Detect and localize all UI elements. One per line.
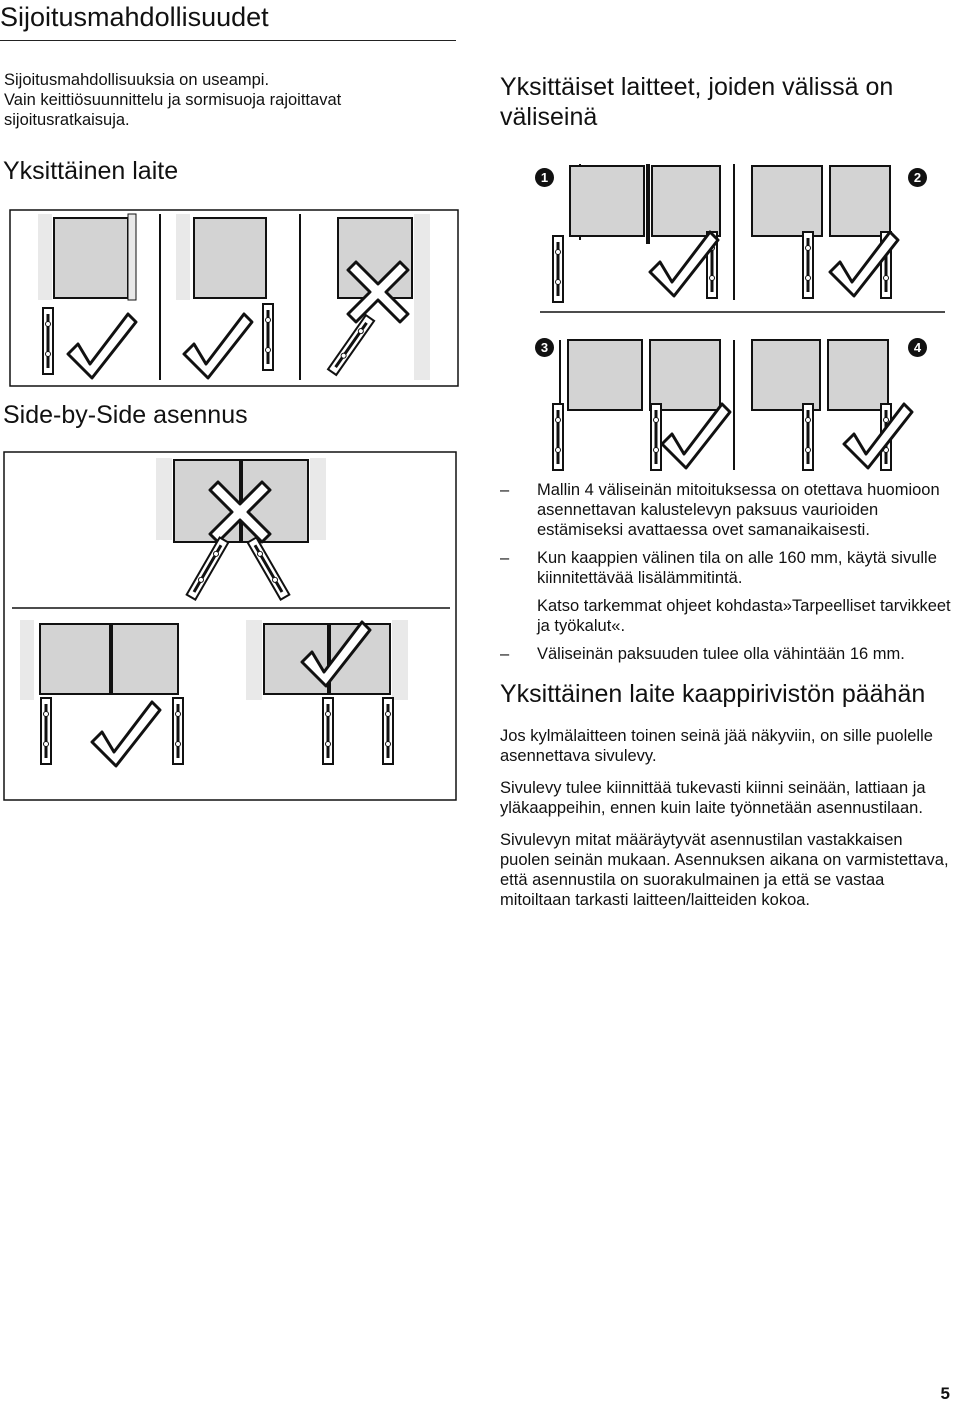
heading-appliances-with-partition: Yksittäiset laitteet, joiden välissä on väliseinä: [500, 73, 894, 131]
list-item: [500, 596, 955, 636]
intro-line-2: Vain keittiösuunnittelu ja sormisuoja rajoittavat sijoitusratkaisuja.: [4, 91, 342, 129]
list-item: [500, 548, 955, 588]
badge-2: 2: [908, 168, 927, 187]
list-item: [500, 480, 955, 540]
dash-marker: –: [500, 645, 510, 663]
partition-figure-top: [540, 164, 945, 312]
heading-single-appliance: Yksittäinen laite: [3, 157, 179, 185]
list-item: [500, 644, 955, 664]
list-item-text: Väliseinän paksuuden tulee olla vähintään 16 mm.: [537, 645, 905, 663]
end-of-row-text: [500, 726, 955, 922]
list-item-text: Mallin 4 väliseinän mitoituksessa on otettava huomioon asennettavan kalustelevyn paksuus vaurioiden estämiseksi avattaessa ovet samanaikaisesti.: [537, 481, 940, 539]
dash-marker: –: [500, 549, 510, 567]
requirements-list: [500, 480, 955, 672]
page-number: 5: [940, 1384, 950, 1403]
partition-figure-bottom: [553, 340, 912, 470]
paragraph: Jos kylmälaitteen toinen seinä jää näkyviin, on sille puolelle asennettava sivulevy.: [500, 727, 933, 765]
dash-marker: –: [500, 481, 510, 499]
single-appliance-figure: [10, 210, 458, 386]
heading-end-of-row: Yksittäinen laite kaappirivistön päähän: [500, 680, 926, 708]
heading-side-by-side: Side-by-Side asennus: [3, 401, 248, 429]
list-item-text: Kun kaappien välinen tila on alle 160 mm, käytä sivulle kiinnitettävää lisälämmitintä.: [537, 549, 937, 587]
list-item-text: Katso tarkemmat ohjeet kohdasta»Tarpeelliset tarvikkeet ja työkalut«.: [537, 597, 951, 635]
intro-line-1: Sijoitusmahdollisuuksia on useampi.: [4, 71, 270, 89]
paragraph: Sivulevyn mitat määräytyvät asennustilan vastakkaisen puolen seinän mukaan. Asennuksen aikana on varmistettava, että asennustila on suorakulmainen ja että se vastaa mitoiltaan tarkasti laitteen/laitteiden kokoa.: [500, 831, 949, 909]
side-by-side-figure: [4, 452, 456, 800]
paragraph: Sivulevy tulee kiinnittää tukevasti kiinni seinään, lattiaan ja yläkaappeihin, ennen kuin laite työnnetään asennustilaan.: [500, 779, 926, 817]
badge-3: 3: [535, 338, 554, 357]
badge-4: 4: [908, 338, 927, 357]
badge-1: 1: [535, 168, 554, 187]
page-title: Sijoitusmahdollisuudet: [0, 2, 269, 32]
